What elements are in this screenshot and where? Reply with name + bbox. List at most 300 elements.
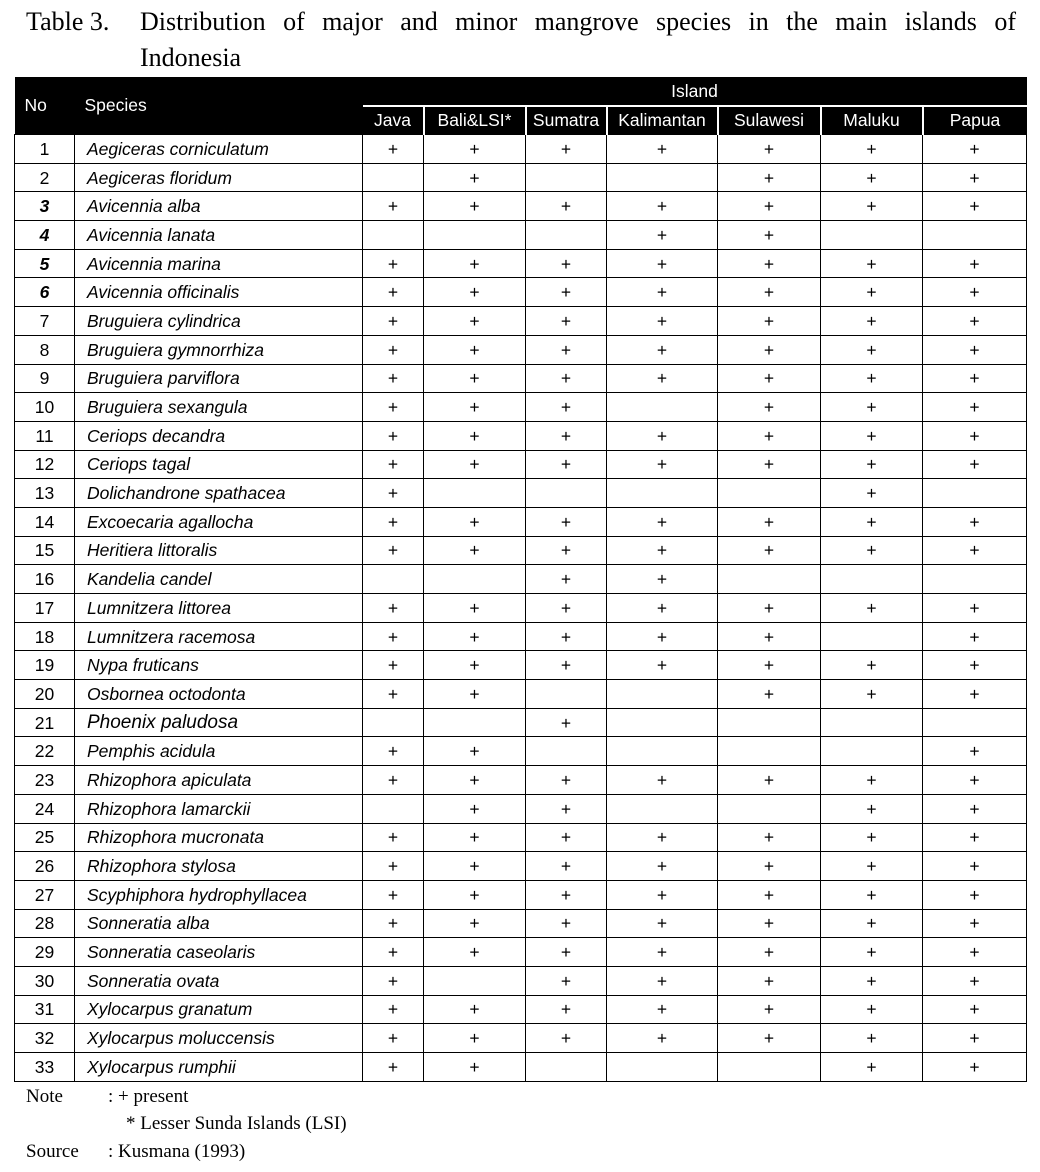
presence-cell [923, 479, 1027, 508]
table-row [15, 1053, 1027, 1082]
species-name: Aegiceras floridum [75, 163, 363, 192]
presence-cell: + [821, 364, 923, 393]
presence-cell: + [363, 536, 424, 565]
presence-cell: + [923, 135, 1027, 164]
row-number: 23 [15, 766, 75, 795]
presence-cell [526, 163, 607, 192]
presence-cell: + [923, 364, 1027, 393]
row-number: 6 [15, 278, 75, 307]
presence-cell: + [526, 1024, 607, 1053]
presence-cell: + [424, 938, 526, 967]
table-row [15, 1024, 1027, 1053]
table-row [15, 622, 1027, 651]
presence-cell: + [363, 307, 424, 336]
presence-cell: + [363, 766, 424, 795]
note-line [26, 1086, 188, 1108]
presence-cell: + [526, 536, 607, 565]
presence-cell [424, 565, 526, 594]
presence-cell: + [718, 823, 821, 852]
species-name: Scyphiphora hydrophyllacea [75, 880, 363, 909]
row-number: 10 [15, 393, 75, 422]
presence-cell: + [424, 364, 526, 393]
presence-cell: + [526, 565, 607, 594]
presence-cell: + [363, 335, 424, 364]
species-name: Kandelia candel [75, 565, 363, 594]
presence-cell: + [363, 393, 424, 422]
table-row [15, 536, 1027, 565]
species-name: Avicennia marina [75, 249, 363, 278]
species-distribution-table [14, 77, 1027, 1082]
presence-cell: + [363, 880, 424, 909]
presence-cell: + [363, 938, 424, 967]
species-name: Avicennia lanata [75, 221, 363, 250]
presence-cell [607, 479, 718, 508]
species-name: Aegiceras corniculatum [75, 135, 363, 164]
presence-cell: + [424, 163, 526, 192]
presence-cell: + [363, 1024, 424, 1053]
presence-cell: + [821, 880, 923, 909]
header-island: Island [363, 77, 1027, 106]
row-number: 25 [15, 823, 75, 852]
presence-cell: + [424, 995, 526, 1024]
presence-cell: + [923, 507, 1027, 536]
header-no: No [15, 77, 75, 135]
presence-cell [424, 708, 526, 737]
header-island-papua: Papua [923, 106, 1027, 135]
species-name: Rhizophora mucronata [75, 823, 363, 852]
presence-cell: + [821, 421, 923, 450]
presence-cell: + [424, 393, 526, 422]
species-name: Bruguiera cylindrica [75, 307, 363, 336]
presence-cell: + [424, 135, 526, 164]
presence-cell: + [363, 364, 424, 393]
presence-cell: + [424, 737, 526, 766]
presence-cell: + [821, 249, 923, 278]
presence-cell [718, 1053, 821, 1082]
presence-cell: + [607, 766, 718, 795]
presence-cell [607, 680, 718, 709]
presence-cell [923, 221, 1027, 250]
row-number: 18 [15, 622, 75, 651]
presence-cell: + [424, 794, 526, 823]
presence-cell: + [923, 536, 1027, 565]
species-name: Osbornea octodonta [75, 680, 363, 709]
presence-cell: + [718, 335, 821, 364]
presence-cell: + [718, 909, 821, 938]
presence-cell [718, 737, 821, 766]
table-row [15, 335, 1027, 364]
presence-cell: + [821, 393, 923, 422]
presence-cell: + [526, 852, 607, 881]
presence-cell: + [923, 995, 1027, 1024]
row-number: 2 [15, 163, 75, 192]
row-number: 12 [15, 450, 75, 479]
presence-cell: + [526, 938, 607, 967]
presence-cell [424, 221, 526, 250]
presence-cell [363, 708, 424, 737]
presence-cell: + [607, 278, 718, 307]
presence-cell: + [718, 651, 821, 680]
row-number: 1 [15, 135, 75, 164]
row-number: 21 [15, 708, 75, 737]
presence-cell: + [424, 192, 526, 221]
species-name: Sonneratia caseolaris [75, 938, 363, 967]
species-name: Xylocarpus rumphii [75, 1053, 363, 1082]
presence-cell: + [424, 421, 526, 450]
presence-cell: + [607, 565, 718, 594]
presence-cell: + [424, 594, 526, 623]
presence-cell: + [923, 880, 1027, 909]
presence-cell: + [718, 249, 821, 278]
presence-cell: + [607, 995, 718, 1024]
species-name: Avicennia alba [75, 192, 363, 221]
table-row [15, 823, 1027, 852]
source-text: : Kusmana (1993) [108, 1141, 246, 1162]
presence-cell: + [363, 1053, 424, 1082]
presence-cell: + [821, 594, 923, 623]
presence-cell: + [718, 192, 821, 221]
presence-cell: + [363, 680, 424, 709]
row-number: 4 [15, 221, 75, 250]
header-island-sulawesi: Sulawesi [718, 106, 821, 135]
presence-cell: + [424, 880, 526, 909]
species-name: Xylocarpus moluccensis [75, 1024, 363, 1053]
row-number: 17 [15, 594, 75, 623]
presence-cell: + [526, 364, 607, 393]
table-row [15, 507, 1027, 536]
presence-cell: + [363, 278, 424, 307]
table-row [15, 479, 1027, 508]
presence-cell [526, 479, 607, 508]
presence-cell: + [821, 507, 923, 536]
presence-cell: + [718, 393, 821, 422]
presence-cell: + [607, 823, 718, 852]
presence-cell [607, 737, 718, 766]
row-number: 16 [15, 565, 75, 594]
presence-cell: + [607, 880, 718, 909]
row-number: 20 [15, 680, 75, 709]
presence-cell: + [526, 909, 607, 938]
presence-cell [424, 479, 526, 508]
presence-cell: + [821, 163, 923, 192]
presence-cell: + [923, 307, 1027, 336]
presence-cell: + [424, 507, 526, 536]
presence-cell: + [526, 450, 607, 479]
presence-cell: + [424, 680, 526, 709]
presence-cell: + [821, 852, 923, 881]
presence-cell [923, 708, 1027, 737]
presence-cell: + [821, 680, 923, 709]
presence-cell: + [923, 622, 1027, 651]
row-number: 5 [15, 249, 75, 278]
presence-cell: + [718, 966, 821, 995]
table-row [15, 249, 1027, 278]
presence-cell: + [526, 651, 607, 680]
presence-cell [821, 221, 923, 250]
presence-cell: + [718, 766, 821, 795]
row-number: 28 [15, 909, 75, 938]
presence-cell: + [718, 450, 821, 479]
table-row [15, 852, 1027, 881]
presence-cell: + [821, 823, 923, 852]
presence-cell: + [718, 221, 821, 250]
presence-cell: + [607, 622, 718, 651]
species-name: Pemphis acidula [75, 737, 363, 766]
presence-cell: + [821, 278, 923, 307]
row-number: 11 [15, 421, 75, 450]
presence-cell: + [424, 622, 526, 651]
species-name: Lumnitzera littorea [75, 594, 363, 623]
species-name: Phoenix paludosa [75, 708, 363, 737]
presence-cell: + [718, 278, 821, 307]
presence-cell: + [718, 680, 821, 709]
row-number: 31 [15, 995, 75, 1024]
species-name: Dolichandrone spathacea [75, 479, 363, 508]
presence-cell: + [424, 651, 526, 680]
presence-cell: + [821, 909, 923, 938]
presence-cell: + [923, 938, 1027, 967]
presence-cell: + [718, 307, 821, 336]
presence-cell: + [923, 766, 1027, 795]
caption-line-1: Distribution of major and minor mangrove species in the main islands of [140, 7, 1016, 36]
presence-cell [718, 794, 821, 823]
presence-cell: + [607, 364, 718, 393]
presence-cell [821, 622, 923, 651]
source-line [26, 1141, 245, 1163]
presence-cell: + [363, 823, 424, 852]
presence-cell: + [607, 909, 718, 938]
species-name: Rhizophora apiculata [75, 766, 363, 795]
presence-cell [821, 737, 923, 766]
presence-cell [718, 565, 821, 594]
presence-cell: + [424, 335, 526, 364]
header-island-sumatra: Sumatra [526, 106, 607, 135]
header-species: Species [75, 77, 363, 135]
presence-cell: + [526, 249, 607, 278]
presence-cell: + [424, 823, 526, 852]
presence-cell: + [526, 594, 607, 623]
presence-cell: + [821, 450, 923, 479]
row-number: 27 [15, 880, 75, 909]
header-row-1 [15, 77, 1027, 106]
table-row [15, 594, 1027, 623]
presence-cell: + [718, 421, 821, 450]
table-row [15, 135, 1027, 164]
row-number: 14 [15, 507, 75, 536]
presence-cell: + [821, 938, 923, 967]
presence-cell: + [718, 536, 821, 565]
presence-cell: + [718, 852, 821, 881]
row-number: 13 [15, 479, 75, 508]
presence-cell: + [923, 823, 1027, 852]
presence-cell: + [526, 880, 607, 909]
presence-cell: + [923, 680, 1027, 709]
presence-cell [821, 708, 923, 737]
presence-cell: + [424, 249, 526, 278]
row-number: 24 [15, 794, 75, 823]
presence-cell [363, 565, 424, 594]
header-island-kalimantan: Kalimantan [607, 106, 718, 135]
presence-cell: + [607, 450, 718, 479]
presence-cell: + [526, 966, 607, 995]
table-row [15, 995, 1027, 1024]
species-name: Sonneratia alba [75, 909, 363, 938]
presence-cell: + [821, 966, 923, 995]
species-name: Excoecaria agallocha [75, 507, 363, 536]
table-row [15, 307, 1027, 336]
table-row [15, 966, 1027, 995]
table-row [15, 221, 1027, 250]
presence-cell: + [923, 909, 1027, 938]
presence-cell: + [526, 708, 607, 737]
presence-cell: + [526, 135, 607, 164]
presence-cell: + [607, 1024, 718, 1053]
presence-cell: + [424, 1024, 526, 1053]
presence-cell: + [363, 421, 424, 450]
presence-cell: + [424, 909, 526, 938]
presence-cell [526, 221, 607, 250]
header-island-java: Java [363, 106, 424, 135]
presence-cell: + [718, 507, 821, 536]
presence-cell [923, 565, 1027, 594]
presence-cell: + [363, 966, 424, 995]
presence-cell: + [607, 192, 718, 221]
table-row [15, 880, 1027, 909]
presence-cell: + [821, 479, 923, 508]
row-number: 3 [15, 192, 75, 221]
note-text: : + present [108, 1086, 189, 1107]
presence-cell: + [923, 421, 1027, 450]
species-name: Rhizophora lamarckii [75, 794, 363, 823]
species-name: Heritiera littoralis [75, 536, 363, 565]
species-name: Nypa fruticans [75, 651, 363, 680]
presence-cell: + [607, 307, 718, 336]
table-row [15, 421, 1027, 450]
presence-cell: + [607, 421, 718, 450]
presence-cell: + [718, 594, 821, 623]
species-name: Rhizophora stylosa [75, 852, 363, 881]
presence-cell: + [821, 135, 923, 164]
species-name: Bruguiera gymnorrhiza [75, 335, 363, 364]
presence-cell [363, 163, 424, 192]
presence-cell: + [923, 335, 1027, 364]
presence-cell: + [923, 852, 1027, 881]
presence-cell: + [718, 880, 821, 909]
presence-cell: + [607, 135, 718, 164]
table-row [15, 909, 1027, 938]
table-row [15, 450, 1027, 479]
caption-label: Table 3. [26, 7, 110, 36]
presence-cell [607, 794, 718, 823]
presence-cell [607, 1053, 718, 1082]
presence-cell: + [526, 823, 607, 852]
presence-cell [718, 479, 821, 508]
presence-cell: + [821, 307, 923, 336]
presence-cell: + [363, 594, 424, 623]
species-name: Xylocarpus granatum [75, 995, 363, 1024]
presence-cell: + [718, 622, 821, 651]
presence-cell: + [363, 852, 424, 881]
species-name: Ceriops tagal [75, 450, 363, 479]
presence-cell: + [821, 536, 923, 565]
presence-cell: + [923, 163, 1027, 192]
row-number: 26 [15, 852, 75, 881]
presence-cell [363, 221, 424, 250]
presence-cell: + [363, 909, 424, 938]
presence-cell: + [526, 995, 607, 1024]
presence-cell [526, 1053, 607, 1082]
presence-cell: + [526, 192, 607, 221]
species-name: Ceriops decandra [75, 421, 363, 450]
presence-cell: + [363, 995, 424, 1024]
presence-cell: + [526, 421, 607, 450]
presence-cell: + [923, 966, 1027, 995]
presence-cell: + [821, 995, 923, 1024]
species-name: Bruguiera parviflora [75, 364, 363, 393]
presence-cell: + [923, 651, 1027, 680]
presence-cell: + [363, 135, 424, 164]
presence-cell: + [821, 335, 923, 364]
presence-cell: + [607, 852, 718, 881]
row-number: 7 [15, 307, 75, 336]
presence-cell [526, 737, 607, 766]
table-row [15, 708, 1027, 737]
presence-cell: + [718, 364, 821, 393]
presence-cell: + [923, 1024, 1027, 1053]
presence-cell [821, 565, 923, 594]
presence-cell: + [923, 249, 1027, 278]
source-label: Source [26, 1141, 79, 1162]
caption-text [140, 4, 1016, 76]
presence-cell: + [424, 852, 526, 881]
presence-cell: + [923, 278, 1027, 307]
table-row [15, 794, 1027, 823]
table-row [15, 364, 1027, 393]
presence-cell [526, 680, 607, 709]
presence-cell: + [526, 278, 607, 307]
presence-cell: + [821, 794, 923, 823]
presence-cell: + [424, 536, 526, 565]
presence-cell: + [607, 221, 718, 250]
row-number: 15 [15, 536, 75, 565]
presence-cell: + [526, 622, 607, 651]
row-number: 22 [15, 737, 75, 766]
presence-cell: + [923, 594, 1027, 623]
table-row [15, 737, 1027, 766]
presence-cell: + [424, 307, 526, 336]
table-row [15, 163, 1027, 192]
presence-cell: + [526, 507, 607, 536]
presence-cell: + [923, 737, 1027, 766]
row-number: 30 [15, 966, 75, 995]
species-name: Bruguiera sexangula [75, 393, 363, 422]
presence-cell [718, 708, 821, 737]
presence-cell: + [607, 536, 718, 565]
row-number: 8 [15, 335, 75, 364]
presence-cell: + [718, 1024, 821, 1053]
presence-cell: + [607, 651, 718, 680]
table-row [15, 766, 1027, 795]
species-name: Lumnitzera racemosa [75, 622, 363, 651]
presence-cell: + [923, 192, 1027, 221]
caption-line-2: Indonesia [140, 43, 242, 72]
presence-cell: + [424, 766, 526, 795]
row-number: 19 [15, 651, 75, 680]
presence-cell: + [821, 192, 923, 221]
presence-cell: + [718, 135, 821, 164]
presence-cell [363, 794, 424, 823]
table-row [15, 393, 1027, 422]
